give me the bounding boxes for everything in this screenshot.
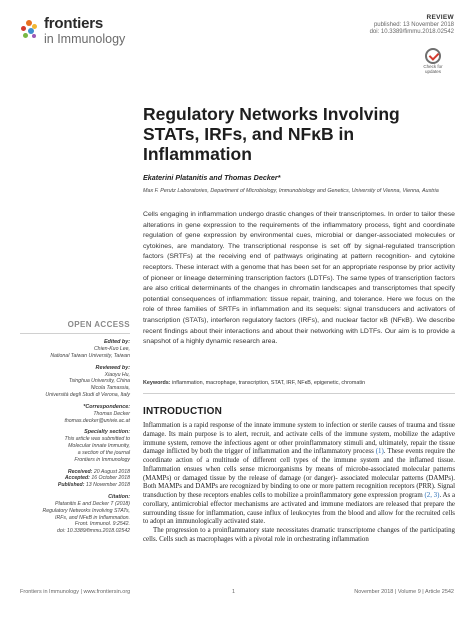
- correspondence-label: *Correspondence:: [83, 403, 130, 410]
- reviewer-name: Xiaoyu Hu,: [104, 371, 130, 378]
- correspondence-name: Thomas Decker: [93, 410, 130, 417]
- paragraph: The progression to a proinflammatory state necessitates dramatic transcriptome changes of the participating cells. Cells such as macrophages with a pivotal role in orchestrating inflammation: [143, 527, 455, 543]
- keywords-label: Keywords:: [143, 380, 171, 386]
- editor-affiliation: National Taiwan University, Taiwan: [50, 352, 130, 359]
- edited-by-block: [20, 339, 130, 360]
- article-header: [0, 0, 474, 100]
- check-updates-label: Check for updates: [423, 64, 443, 74]
- open-access-label: OPEN ACCESS: [67, 320, 130, 329]
- received-date: [20, 469, 130, 476]
- citation-link[interactable]: (2, 3): [424, 492, 440, 499]
- accepted-date: [20, 475, 130, 482]
- frontiers-logo-icon: [20, 20, 40, 42]
- citation-block: [20, 494, 130, 535]
- specialty-line: Molecular Innate Immunity,: [68, 443, 130, 450]
- citation-line: Platanitis E and Decker T (2018): [55, 500, 130, 507]
- published-label: Published:: [57, 482, 85, 489]
- sidebar: [20, 320, 130, 540]
- article-type: REVIEW: [426, 14, 454, 21]
- article-meta: [370, 14, 454, 36]
- citation-label: Citation:: [108, 493, 130, 500]
- doi[interactable]: doi: 10.3389/fimmu.2018.02542: [369, 28, 454, 35]
- edited-by-label: Edited by:: [103, 339, 130, 345]
- correspondence-block: [20, 404, 130, 425]
- accepted-label: Accepted:: [64, 475, 90, 482]
- citation-doi[interactable]: doi: 10.3389/fimmu.2018.02542: [57, 528, 130, 535]
- paragraph-text: . These events require the coordinate action of a multitude of different cell types of the immune system and the inflamed tissue. Inflammation ensues when cells sense microorganisms by means of microbe-associated molecular patterns (MAMPs) or damaged tissue by the release of damage (or danger)- associated molecular patterns (DAMPs). Both MAMPs and DAMPs are recognized by binding to one or more pattern recognition receptors (PRR). Signal transduction by these receptors enables cells to mobilize a proinflammatory gene expression program: [143, 448, 455, 499]
- affiliation: Max F. Perutz Laboratories, Department of Microbiology, Immunobiology and Genetics, University of Vienna, Vienna, Austria: [143, 188, 439, 194]
- citation-link[interactable]: (1): [375, 448, 384, 456]
- footer-journal[interactable]: Frontiers in Immunology | www.frontiersin.org: [20, 589, 131, 595]
- reviewed-by-label: Reviewed by:: [95, 364, 130, 371]
- reviewer-affiliation: Università degli Studi di Verona, Italy: [45, 391, 130, 398]
- introduction-body: [143, 422, 455, 545]
- logo-line1: frontiers: [44, 15, 104, 32]
- check-for-updates-button[interactable]: [420, 48, 446, 75]
- reviewed-by-block: [20, 365, 130, 399]
- introduction-heading: INTRODUCTION: [143, 406, 223, 417]
- article-title: Regulatory Networks Involving STATs, IRFs, and NFκB in Inflammation: [143, 104, 400, 164]
- accepted-value: 16 October 2018: [89, 475, 130, 482]
- journal-logo[interactable]: [20, 16, 125, 46]
- paragraph-text: . As a corollary, antimicrobial effector mechanisms are activated and immune mediators are released that prepare the surrounding tissue for inflammation, cause influx of leukocytes from the blood and allow for the recruited cells to adopt an immunologically activated state.: [143, 492, 455, 526]
- authors: Ekaterini Platanitis and Thomas Decker*: [143, 173, 281, 182]
- paragraph-text: Inflammation is a rapid response of the innate immune system to infection or sterile causes of trauma and tissue damage. Its main purpose is to alert, recruit, and activate cells of the immune system, mobilize the adaptive immune system, remove the infectious agent or other proinflammatory stimuli and, ultimately, repair the tissue damage inflicted by both the trigger of inflammation and the inflammatory process: [143, 422, 455, 456]
- keywords-text: inflammation, macrophage, transcription, STAT, IRF, NFκB, epigenetic, chromatin: [170, 380, 366, 386]
- published-date-sidebar: [20, 482, 130, 489]
- editor-name: Chien-Kuo Lee,: [93, 346, 130, 352]
- specialty-block: [20, 429, 130, 463]
- reviewer-name: Nicola Tamassia,: [90, 385, 130, 392]
- citation-line: Front. Immunol. 9:2542.: [74, 521, 130, 528]
- citation-line: Regulatory Networks Involving STATs,: [42, 507, 130, 514]
- specialty-line: This article was submitted to: [64, 436, 130, 443]
- published-value: 13 November 2018: [84, 482, 130, 489]
- logo-line2: in Immunology: [44, 32, 126, 46]
- page-number: 1: [232, 589, 236, 595]
- specialty-line: Frontiers in Immunology: [74, 456, 130, 463]
- sidebar-divider: [20, 333, 130, 334]
- received-label: Received:: [67, 468, 93, 475]
- citation-line: IRFs, and NFκB in Inflammation.: [55, 514, 130, 521]
- correspondence-email[interactable]: thomas.decker@univie.ac.at: [64, 417, 130, 424]
- abstract: Cells engaging in inflammation undergo drastic changes of their transcriptomes. In order to tailor these alterations in gene expression to the requirements of the inflammatory process, tight and coordinate regulation of gene expression by environmental cues, microbial or danger-associated molecules or cytokines, are mandatory. The transcriptional response is set off by signal-regulated transcription factors (SRTFs) at the receiving end of pathways originating at pattern recognition- and cytokine receptors. These interact with a genome that has been set for an appropriate response by prior activity of pioneer or lineage determining transcription factors (LDTFs). The same types of transcription factors are also critical determinants of the changes in chromatin landscapes and transcriptomes that specify potential consequences of inflammation: tissue repair, training, and tolerance. Here we focus on the role of three families of SRTFs in inflammation and its sequels: signal transducers and activators of transcription (STATs), interferon regulatory factors (IRFs), and nuclear factor κB (NFκB). We describe recent findings about their interactions and about their networking with LDTFs. Our aim is to provide a snapshot of a highly dynamic research area.: [143, 211, 455, 346]
- check-updates-icon: [425, 48, 441, 64]
- published-date: published: 13 November 2018: [373, 21, 454, 28]
- divider: [143, 393, 455, 394]
- dates-block: [20, 469, 130, 489]
- reviewer-affiliation: Tsinghua University, China: [68, 378, 130, 385]
- keywords: [143, 380, 455, 386]
- received-value: 20 August 2018: [92, 468, 130, 475]
- specialty-label: Specialty section:: [84, 429, 130, 436]
- specialty-line: a section of the journal: [77, 449, 130, 456]
- paragraph: [143, 422, 455, 527]
- footer-issue: November 2018 | Volume 9 | Article 2542: [354, 589, 454, 595]
